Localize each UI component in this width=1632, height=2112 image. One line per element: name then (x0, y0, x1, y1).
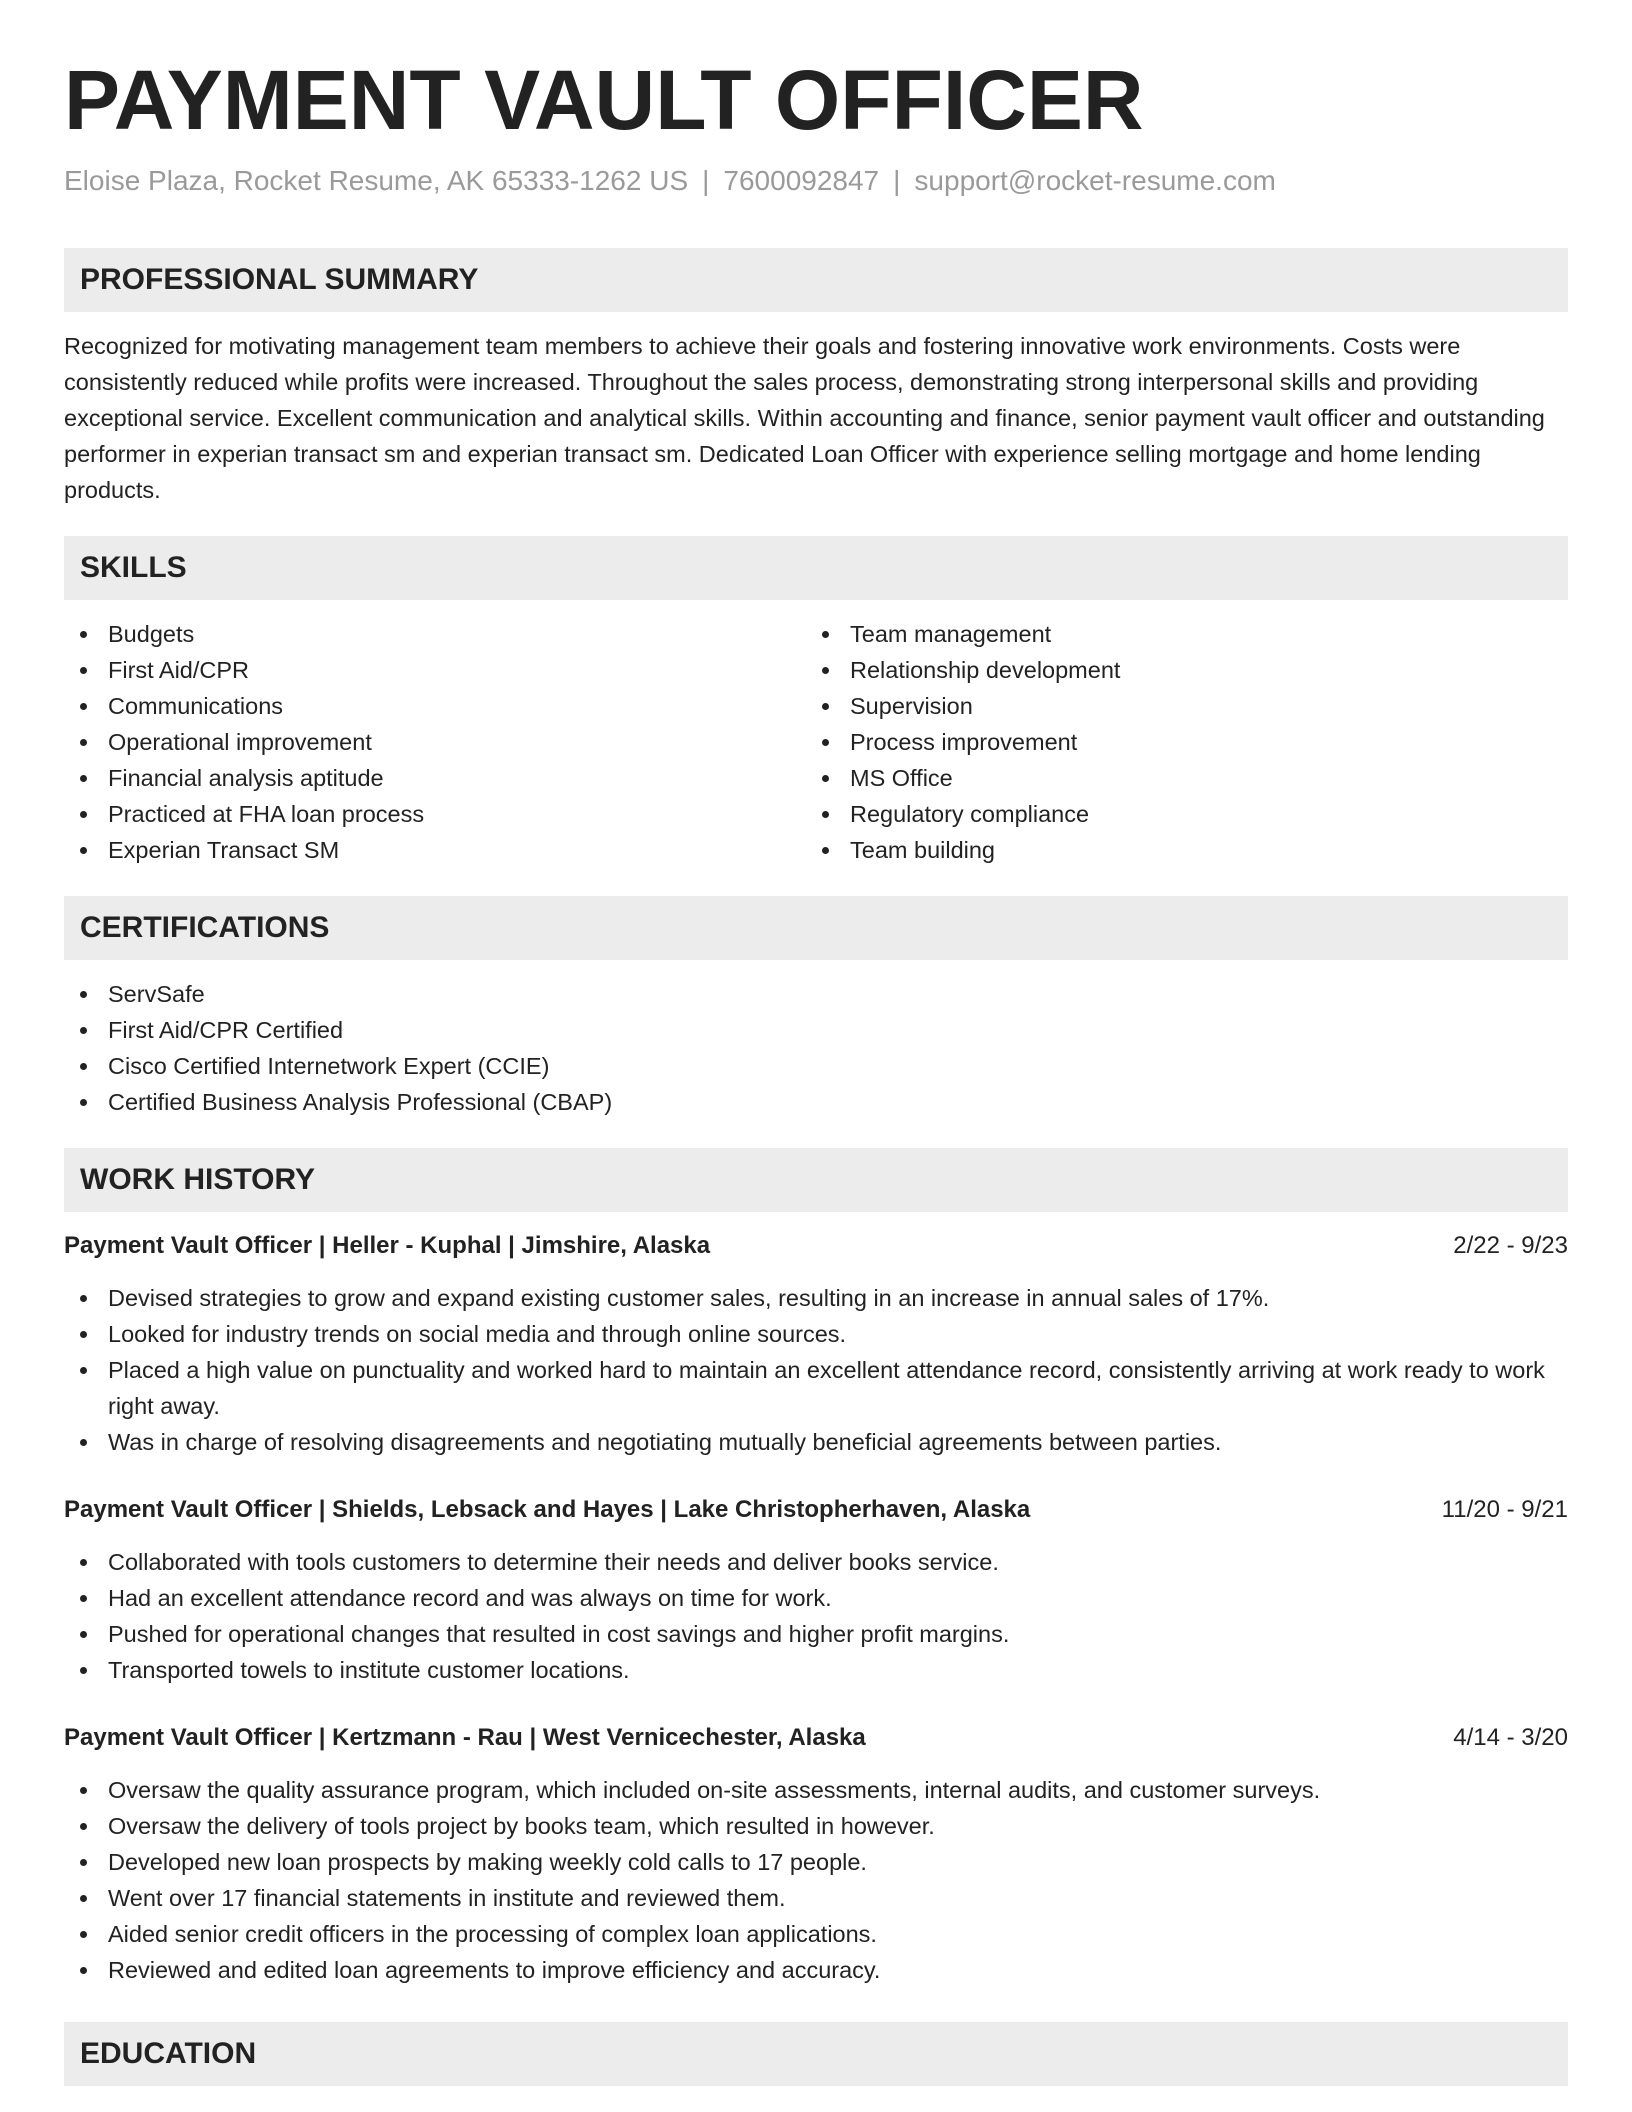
job-title: Payment Vault Officer | Heller - Kuphal | Jimshire, Alaska (64, 1231, 711, 1259)
skill-item: Operational improvement (64, 724, 806, 760)
job-bullet: Aided senior credit officers in the processing of complex loan applications. (64, 1916, 1568, 1952)
job-bullets (64, 1280, 1568, 1460)
certification-list (64, 976, 1568, 1120)
skill-item: Team management (806, 616, 1548, 652)
job-bullet: Oversaw the delivery of tools project by books team, which resulted in however. (64, 1808, 1568, 1844)
skill-item: Team building (806, 832, 1548, 868)
contact-email: support@rocket-resume.com (914, 165, 1276, 196)
job-bullet: Reviewed and edited loan agreements to improve efficiency and accuracy. (64, 1952, 1568, 1988)
section-heading-certifications: CERTIFICATIONS (64, 896, 1568, 960)
job-dates: 4/14 - 3/20 (1453, 1723, 1568, 1751)
certification-item: ServSafe (64, 976, 1568, 1012)
job-bullet: Was in charge of resolving disagreements and negotiating mutually beneficial agreements between parties. (64, 1424, 1568, 1460)
job-entry (64, 1492, 1568, 1688)
job-bullet: Transported towels to institute customer locations. (64, 1652, 1568, 1688)
job-header (64, 1492, 1568, 1528)
contact-address: Eloise Plaza, Rocket Resume, AK 65333-1262 US (64, 165, 689, 196)
contact-separator: | (893, 165, 901, 196)
skills-grid (64, 616, 1568, 868)
contact-separator: | (702, 165, 710, 196)
certification-item: Cisco Certified Internetwork Expert (CCIE) (64, 1048, 1568, 1084)
job-header (64, 1720, 1568, 1756)
certification-item: Certified Business Analysis Professional (CBAP) (64, 1084, 1568, 1120)
job-bullet: Had an excellent attendance record and was always on time for work. (64, 1580, 1568, 1616)
certification-item: First Aid/CPR Certified (64, 1012, 1568, 1048)
job-bullet: Looked for industry trends on social media and through online sources. (64, 1316, 1568, 1352)
skill-item: Budgets (64, 616, 806, 652)
job-dates: 11/20 - 9/21 (1441, 1495, 1568, 1523)
job-entry (64, 1228, 1568, 1460)
section-heading-work-history: WORK HISTORY (64, 1148, 1568, 1212)
job-entry (64, 1720, 1568, 1988)
job-bullet: Devised strategies to grow and expand existing customer sales, resulting in an increase in annual sales of 17%. (64, 1280, 1568, 1316)
resume-name: PAYMENT VAULT OFFICER (64, 53, 1144, 147)
contact-line (64, 164, 1568, 198)
skill-item: MS Office (806, 760, 1548, 796)
job-bullet: Placed a high value on punctuality and worked hard to maintain an excellent attendance record, consistently arriving at work ready to work right away. (64, 1352, 1568, 1424)
skill-item: Process improvement (806, 724, 1548, 760)
skill-item: Financial analysis aptitude (64, 760, 806, 796)
job-bullets (64, 1544, 1568, 1688)
job-title: Payment Vault Officer | Kertzmann - Rau | West Vernicechester, Alaska (64, 1723, 866, 1751)
skill-item: First Aid/CPR (64, 652, 806, 688)
skill-item: Regulatory compliance (806, 796, 1548, 832)
section-heading-skills: SKILLS (64, 536, 1568, 600)
skills-column-right (806, 616, 1548, 868)
skill-item: Communications (64, 688, 806, 724)
skill-item: Relationship development (806, 652, 1548, 688)
job-bullets (64, 1772, 1568, 1988)
summary-text: Recognized for motivating management team members to achieve their goals and fostering innovative work environments. Costs were consistently reduced while profits were increased. Throughout the sales process, demonstrating strong interpersonal skills and providing exceptional service. Excellent communication and analytical skills. Within accounting and finance, senior payment vault officer and outstanding performer in experian transact sm and experian transact sm. Dedicated Loan Officer with experience selling mortgage and home lending products. (64, 332, 1545, 503)
job-title: Payment Vault Officer | Shields, Lebsack and Hayes | Lake Christopherhaven, Alaska (64, 1495, 1031, 1523)
skill-item: Practiced at FHA loan process (64, 796, 806, 832)
job-bullet: Pushed for operational changes that resulted in cost savings and higher profit margins. (64, 1616, 1568, 1652)
contact-phone: 7600092847 (723, 165, 880, 196)
job-bullet: Developed new loan prospects by making weekly cold calls to 17 people. (64, 1844, 1568, 1880)
job-bullet: Went over 17 financial statements in institute and reviewed them. (64, 1880, 1568, 1916)
skill-item: Experian Transact SM (64, 832, 806, 868)
job-dates: 2/22 - 9/23 (1453, 1231, 1568, 1259)
section-heading-summary: PROFESSIONAL SUMMARY (64, 248, 1568, 312)
job-bullet: Collaborated with tools customers to determine their needs and deliver books service. (64, 1544, 1568, 1580)
job-bullet: Oversaw the quality assurance program, which included on-site assessments, internal audits, and customer surveys. (64, 1772, 1568, 1808)
job-header (64, 1228, 1568, 1264)
skill-item: Supervision (806, 688, 1548, 724)
skills-column-left (64, 616, 806, 868)
section-heading-education: EDUCATION (64, 2022, 1568, 2086)
